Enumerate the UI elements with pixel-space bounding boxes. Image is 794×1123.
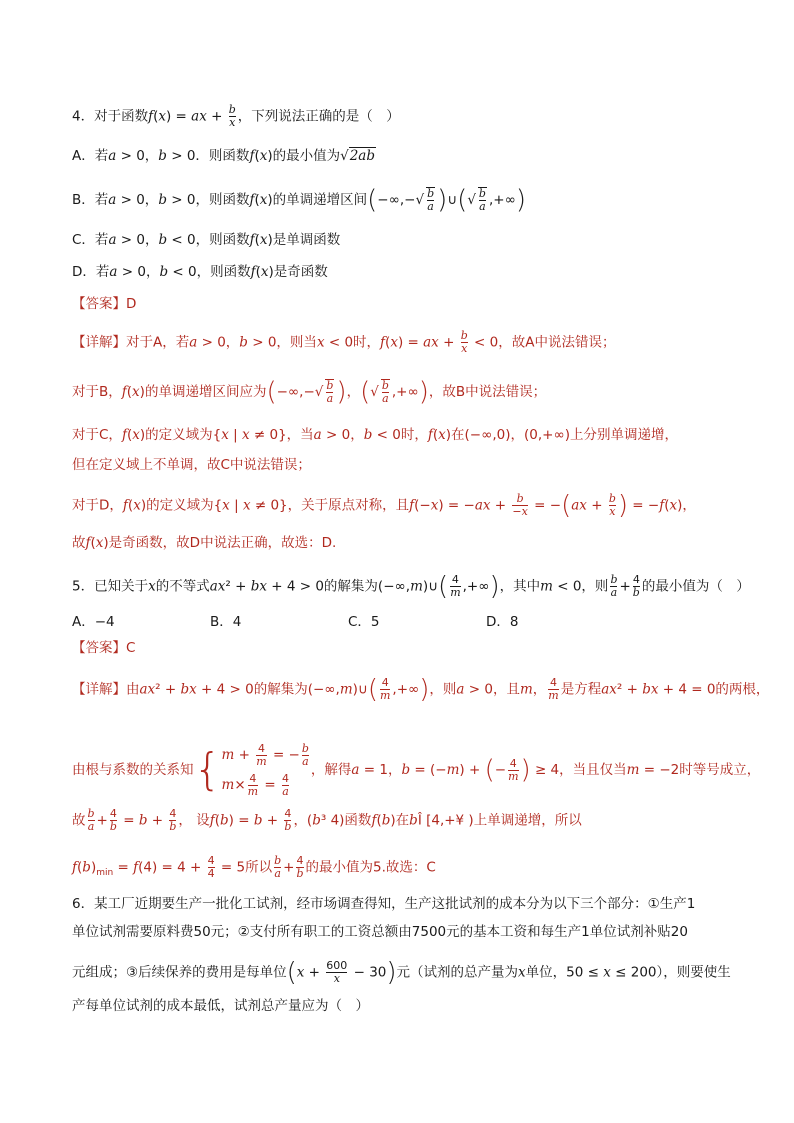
q5-option-b: B．4 [210,614,242,630]
q4-option-c: C．若a > 0，b < 0，则函数f(x)是单调函数 [72,232,341,248]
q4-option-d: D．若a > 0，b < 0，则函数f(x)是奇函数 [72,264,328,280]
q6-line-3: 元组成；③后续保养的费用是每单位(x + $\frac{600}{x}$ − 30)元（试剂的总产量为x单位，50 ≤ x ≤ 200），则要使生 [72,957,731,988]
q5-option-d: D．8 [486,614,519,630]
q5-detail-4: $f(b)_{min} = f(4) = 4$ + $\frac{4}{4}$ = 5所以 $\frac{b}{a}$ + $\frac{4}{b}$ 的最小值为5.故选：C [72,854,436,880]
q5-detail-2: 由根与系数的关系知{ m + $\frac{4}{m}$ = − $\frac{b}{a}$ m× $\frac{4}{m}$ = $\frac{4}{a}$ ，解得a = 1，b = (−m) + (− $\frac{4}{m}$ ) ≥ 4，当且仅当m = −2时等号成立， [72,741,761,798]
q4-detail-2: 对于B，f(x)的单调递增区间应为(−∞,−√ $\frac{b}{a}$ )，(√ $\frac{b}{a}$ ,+∞)，故B中说法错误； [72,377,547,407]
q5-detail-1: 【详解】由ax² + bx + 4 > 0的解集为(−∞,m)∪( $\frac{4}{m}$ ,+∞)，则a > 0，且m， $\frac{4}{m}$ 是方程ax² + bx + 4 = 0的两根， [72,674,770,705]
q5-option-c: C．5 [348,614,380,630]
q5-option-a: A．−4 [72,614,115,630]
q4-option-b: B．若a > 0，b > 0，则函数f(x)的单调递增区间(−∞,−√ $\frac{b}{a}$ )∪(√ $\frac{b}{a}$ ,+∞) [72,185,526,215]
q5-options [72,612,754,632]
q5-answer: 【答案】C [72,640,136,656]
q6-line-1: 6．某工厂近期要生产一批化工试剂，经市场调查得知，生产这批试剂的成本分为以下三个部分：①生产1 [72,896,696,912]
q5-stem: 5．已知关于x的不等式ax² + bx + 4 > 0的解集为(−∞,m)∪( $\frac{4}{m}$ ,+∞)，其中m < 0，则 $\frac{b}{a}$ + $\frac{4}{b}$ 的最小值为（ ） [72,571,750,602]
q4-stem: 4．对于函数f(x) = ax + $\frac{b}{x}$ ，下列说法正确的是（ ） [72,103,400,129]
q4-detail-5: 对于D，f(x)的定义域为{x | x ≠ 0}，关于原点对称，且f(−x) = −ax + $\frac{b}{-x}$ = −(ax + $\frac{b}{x}$ ) = −f(x)， [72,490,696,521]
q4-detail-4: 但在定义域上不单调，故C中说法错误； [72,457,311,473]
q5-detail-3: 故 $\frac{b}{a}$ + $\frac{4}{b}$ = b + $\frac{4}{b}$ ， 设f(b) = b + $\frac{4}{b}$ ，(b³ 4)函数f(b)在bÎ [4,+¥ )上单调递增，所以 [72,807,582,833]
q4-option-a: A．若a > 0，b > 0．则函数f(x)的最小值为√2ab [72,148,375,164]
q4-detail-6: 故f(x)是奇函数，故D中说法正确，故选：D. [72,535,337,551]
q6-line-2: 单位试剂需要原料费50元；②支付所有职工的工资总额由7500元的基本工资和每生产1单位试剂补贴20 [72,924,688,940]
q6-line-4: 产每单位试剂的成本最低，试剂总产量应为（ ） [72,998,369,1014]
q4-answer: 【答案】D [72,296,137,312]
q4-detail-1: 【详解】对于A，若a > 0，b > 0，则当x < 0时，f(x) = ax + $\frac{b}{x}$ < 0，故A中说法错误； [72,329,616,355]
q4-detail-3: 对于C，f(x)的定义域为{x | x ≠ 0}，当a > 0，b < 0时，f(x)在(−∞,0)，(0,+∞)上分别单调递增， [72,427,678,443]
